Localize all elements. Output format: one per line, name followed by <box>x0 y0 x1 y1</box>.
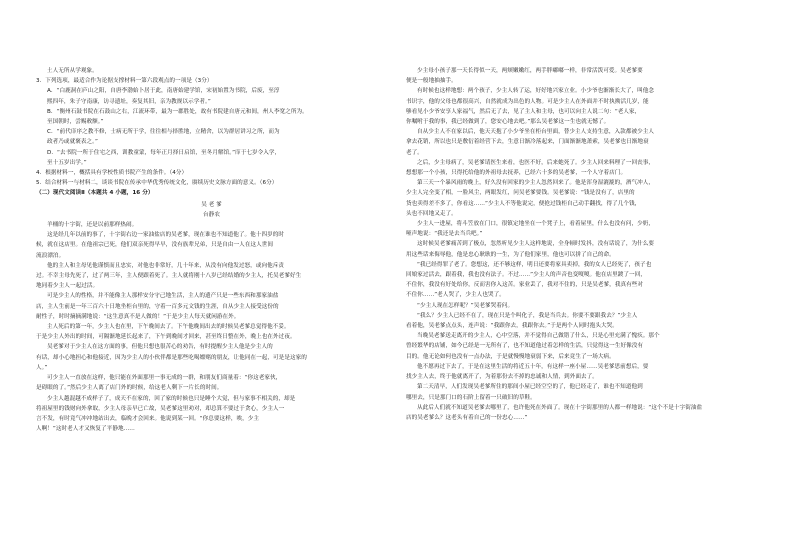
story-line: 第三天一个暴风雨的晚上，好久没有回家的少主人忽然回来了。他是浑身湿漉漉的，酒气冲人， <box>417 180 655 187</box>
story-line: 不住你……”老人哭了，少主人也哭了。 <box>406 292 505 299</box>
story-line: 曾经繁华的店铺，如今已经是一无所有了，也不知道他过着怎样的生活，只觉得这一生好像没有 <box>406 343 644 350</box>
story-line: 羊桶的十字街，还是以前那样热闹。 <box>47 222 138 229</box>
story-line: 从此后人们就不知道吴老爹去哪里了，也许他死在外面了。现在十字街那里的人都一样地说：“这个不是十字街油盐 <box>417 404 703 411</box>
story-line: 店的吴老爹么？这老头有着自己的一份忠心……” <box>406 414 528 421</box>
story-line: 少主人越混越不成样子了，成天不在家的，回了家的时候也只是睡个大觉，但与家事不相关的，却是 <box>47 395 296 402</box>
story-line: 言不发，有时竟气冲冲地站出去，临晚才会回来。他说到某一回。“你总要这样，唉，少主 <box>36 415 260 422</box>
story-line: 有话，却小心地担心和他接近，因为少主人的小伙伴都是那些吃喝嫖赌的朋友，让他同在一起，可是是这家的 <box>36 354 307 361</box>
story-author: 台静农 <box>203 211 220 218</box>
story-line: 将祖屋里的钱财向外拿取，少主人母亲早已亡故，吴老爹这里劝对，却总算不要过于贪心，少主人一 <box>36 405 285 412</box>
q3-stem: 3．下列选项，最适合作为论据支撑材料一第六段观点的一项是（3分） <box>36 78 213 85</box>
story-line: 可是少主人的性格，并不能像主人那样安分守己地生活，主人的遗产只是一些东西和那家油盐 <box>47 293 279 300</box>
story-line: 地同着少主人一起过活。 <box>36 283 99 290</box>
q3-option: A．“白鹿洞在庐山之阳，自唐李渤始卜居于此，南唐始建学馆，宋初始置为书院，后废，至淳 <box>47 88 280 95</box>
story-line: 哑声地说：“我还是去当兵吧。” <box>406 231 483 238</box>
story-line: 候，就在这店里。在他祖宗已死，他们双亲死得早早，没有族辈兄弟，只是自由一人在这人世间 <box>36 242 274 249</box>
story-line: 人啊！”这时老人才又恢复了平静地…… <box>36 426 135 433</box>
story-line: 他不愿再过下去了，于是在这里生活的将近五十年，有这样一座小屋……吴老爹思前想后，要 <box>417 363 649 370</box>
story-line: 老了。 <box>406 149 423 156</box>
story-line: 吴老爹对于少主人在这方面的事，但他只想也很苦心的劝告，有时提醒少主人他是少主人的 <box>47 344 273 351</box>
story-line: 少主人完全变了相，一脸风尘，两眼发红，问吴老爹要钱。吴老爹说：“钱是没有了，店里的 <box>406 190 635 197</box>
story-line: “我已经得罪了老了。您想这，还不够这样，明日还要将家具卖掉，我的女人已经死了，孩子也 <box>417 261 652 268</box>
story-line: 找少主人去，终于他就离开了，为着那份去不掉的忠诚和人情，到外面去了。 <box>406 374 598 381</box>
story-line: 用这些话来侮辱他，他是忠心耿耿的一生，为了他们家里，他也可以拼了自己的命。 <box>406 251 615 258</box>
story-line: 你嘱咐于我的事，我已经做到了，您安心地去吧。”那么吴老爹这一生也就无憾了。 <box>406 119 610 126</box>
story-line: 拿去花销，所以也只是敷衍着经营下去，生意日渐冷落起来，门面渐渐地萧索，吴老爹也日渐地衰 <box>406 139 649 146</box>
story-line: 之后，少主母病了，吴老爹请医生来看，也医不好，后来她死了。少主人回来料理了一回丧事， <box>417 159 655 166</box>
right-column <box>406 66 759 423</box>
story-line: 他的主人和主母见他谨慎而且忠实，对他也非常好，几十年来，从没有向他发过怒，或向他斥责 <box>47 262 285 269</box>
story-line: 回娘家过活去，跟着我，我也没有法子。不过……”少主人的声音也变嗄嗄。他在店里踱了一回， <box>406 272 646 279</box>
story-line: 不住你，我没有好处给你，反而害你入这苦。家业丢了，我对不住的，只是吴老爹，我真有些对 <box>406 282 644 289</box>
story-line: 便是一般地抽抽手。 <box>406 78 457 85</box>
story-line: 想想那一个小孩，只得托给他的外祖母去抚养，已经六十多的吴老爹，一个人守着店门。 <box>406 170 627 177</box>
story-line: 耐性子，时时摘摘满地说：“这生意真不是人做的！”于是少主人每天就闲游在外。 <box>36 313 240 320</box>
story-line: 这是经几年以前的事了，十字街右边一家油盐店的吴老爹，现在谁也不知道他了。他十四岁的时 <box>47 232 285 239</box>
story-line: 当晚吴老爹送走离开的少主人，心中空落，并不觉得自己做错了什么，只是心里充满了愧疚。那个 <box>417 333 660 340</box>
question-5: 5．结合材料一与材料二，谈谈书院在传承中华优秀传统文化，赓续历史文脉方面的意义。（6分） <box>36 180 278 187</box>
story-line: 够看见小少爷安享人家福气，然后无了去，见了主人和主母，也可以向主人说二句：“老人家， <box>406 108 641 115</box>
story-line: 哪里去，只是那门口的石阶上留着一只破旧的草鞋。 <box>406 394 536 401</box>
story-line: 可少主人一直放在这样，他只能在外面那里一事无成的一群，和朋友们商量着：“你这老家伙， <box>47 375 282 382</box>
story-line: 看着他，吴老爹点点头，连声说：“我跟你去，我跟你去。”于是两个人同时抱头大哭。 <box>406 323 618 330</box>
story-line: 流浪漂泊。 <box>36 252 65 259</box>
story-line: 少主人一进屋，将斗笠放在门口，很镇定地坐在一个凳子上，看着屋里，什么也没有问，少奶， <box>417 221 655 228</box>
story-line: 主人死后的第一年，少主人也在里，下午晚间去了。下午他晚间出去的时候吴老爹总觉得他不妥。 <box>47 324 290 331</box>
q3-option: 至国朝时，尝赐敕额。” <box>47 119 104 126</box>
q3-option: D．“去书院一所于住宅之西，训教童蒙，每年正月择日启馆，至冬月解馆。”庠于七岁令入学， <box>47 149 281 156</box>
story-line: 少主母小孩子那一天长得似一天，两颊嫩嫩红，两手胖嘟嘟一样，非常活泼可爱。吴老爹要 <box>417 68 643 74</box>
story-title: 吴 老 爹 <box>201 201 222 208</box>
q3-option: 政者乃或就褒表之。” <box>47 139 98 146</box>
story-line: “少主人现在怎样呢？”吴老爹哭着问。 <box>417 302 514 309</box>
q3-tail: 土人无所从学观象。 <box>47 68 98 74</box>
section-heading: （二）现代文阅读Ⅱ（本题共 4 小题，16 分） <box>36 190 154 197</box>
question-4: 4．根据材料一，概括具有学校性质书院产生的条件。（4分） <box>36 170 188 177</box>
story-line: 书识字，他的父母也都很高兴，自然就成为出色的人物。可是少主人在外面并不时执拗活几岁，能 <box>406 98 649 105</box>
story-line: 第二天清早，人们发现吴老爹所住的那间小屋已经空空的了，他已经走了，谁也不知道他到 <box>417 384 643 391</box>
story-line: 是碍眼的了。”然后少主人离了店门外的时候，给这老人剩下一片长的时间。 <box>36 385 223 392</box>
story-line: 店，主人生前是一年三百六十日地坐柜台里的，守着一百多元文钱的生涯，自从少主人接受这份的 <box>36 303 279 310</box>
story-line: 有时候也这样地想：两个孩子，少主人转了运，好好地兴家立业。小少爷也渐渐长大了，叫他念 <box>417 88 655 95</box>
story-line: 货也卖得差不多了，你看这……”少主人不等他说完，便抢过钱柜自己动手翻找，得了几个钱， <box>406 200 641 207</box>
story-line: 于是少主人外出的时间，可隔渐地延长起来了，下午到晚间才回来，甚至终日整在外，晚上也在外过夜。 <box>36 334 296 341</box>
story-line: 自从少主人不在家以后，他天天抱了小少爷坐在柜台里面，替少主人支持生意，入款都被少主人 <box>417 129 655 136</box>
story-line: 过。不幸主母先死了，过了两三年，主人便跟着死了。主人就将刚十八岁已经结婚的少主人，托吴老爹好生 <box>36 273 302 280</box>
story-line: 目的。他无论如何也没有一点办法，于是就慢慢地衰弱下来，后来竟生了一场大病。 <box>406 353 615 360</box>
q3-option: B．“衡州石鼓书院在石鼓山之右，江流环带，最为一郡胜处，故有书院建自唐元和间，州人李宽之所为。 <box>47 108 308 115</box>
q3-option: C．“前代庠序之教不修，士病无所于学，往往相与择胜地，立精舍，以为群居讲习之所，而为 <box>47 129 280 136</box>
q3-option: 熙四年，朱子守南康，访寻遗址，奏复其旧，亲为教规以示学者。” <box>47 98 211 105</box>
left-column <box>36 66 387 434</box>
story-line: 这时候吴老爹痛苦到了极点，忽然听见少主人这样地说，全身顿时发抖，没有话说了，为什么要 <box>417 241 655 248</box>
story-line: “我么？少主人已经不在了，现在只是个叫化子，我是当兵去。你要不要跟我去？”少主人 <box>417 312 638 319</box>
story-line: 头也不回地又走了。 <box>406 210 457 217</box>
q3-option: 至十五岁出学。” <box>47 159 87 166</box>
story-line: 人。” <box>36 364 48 371</box>
